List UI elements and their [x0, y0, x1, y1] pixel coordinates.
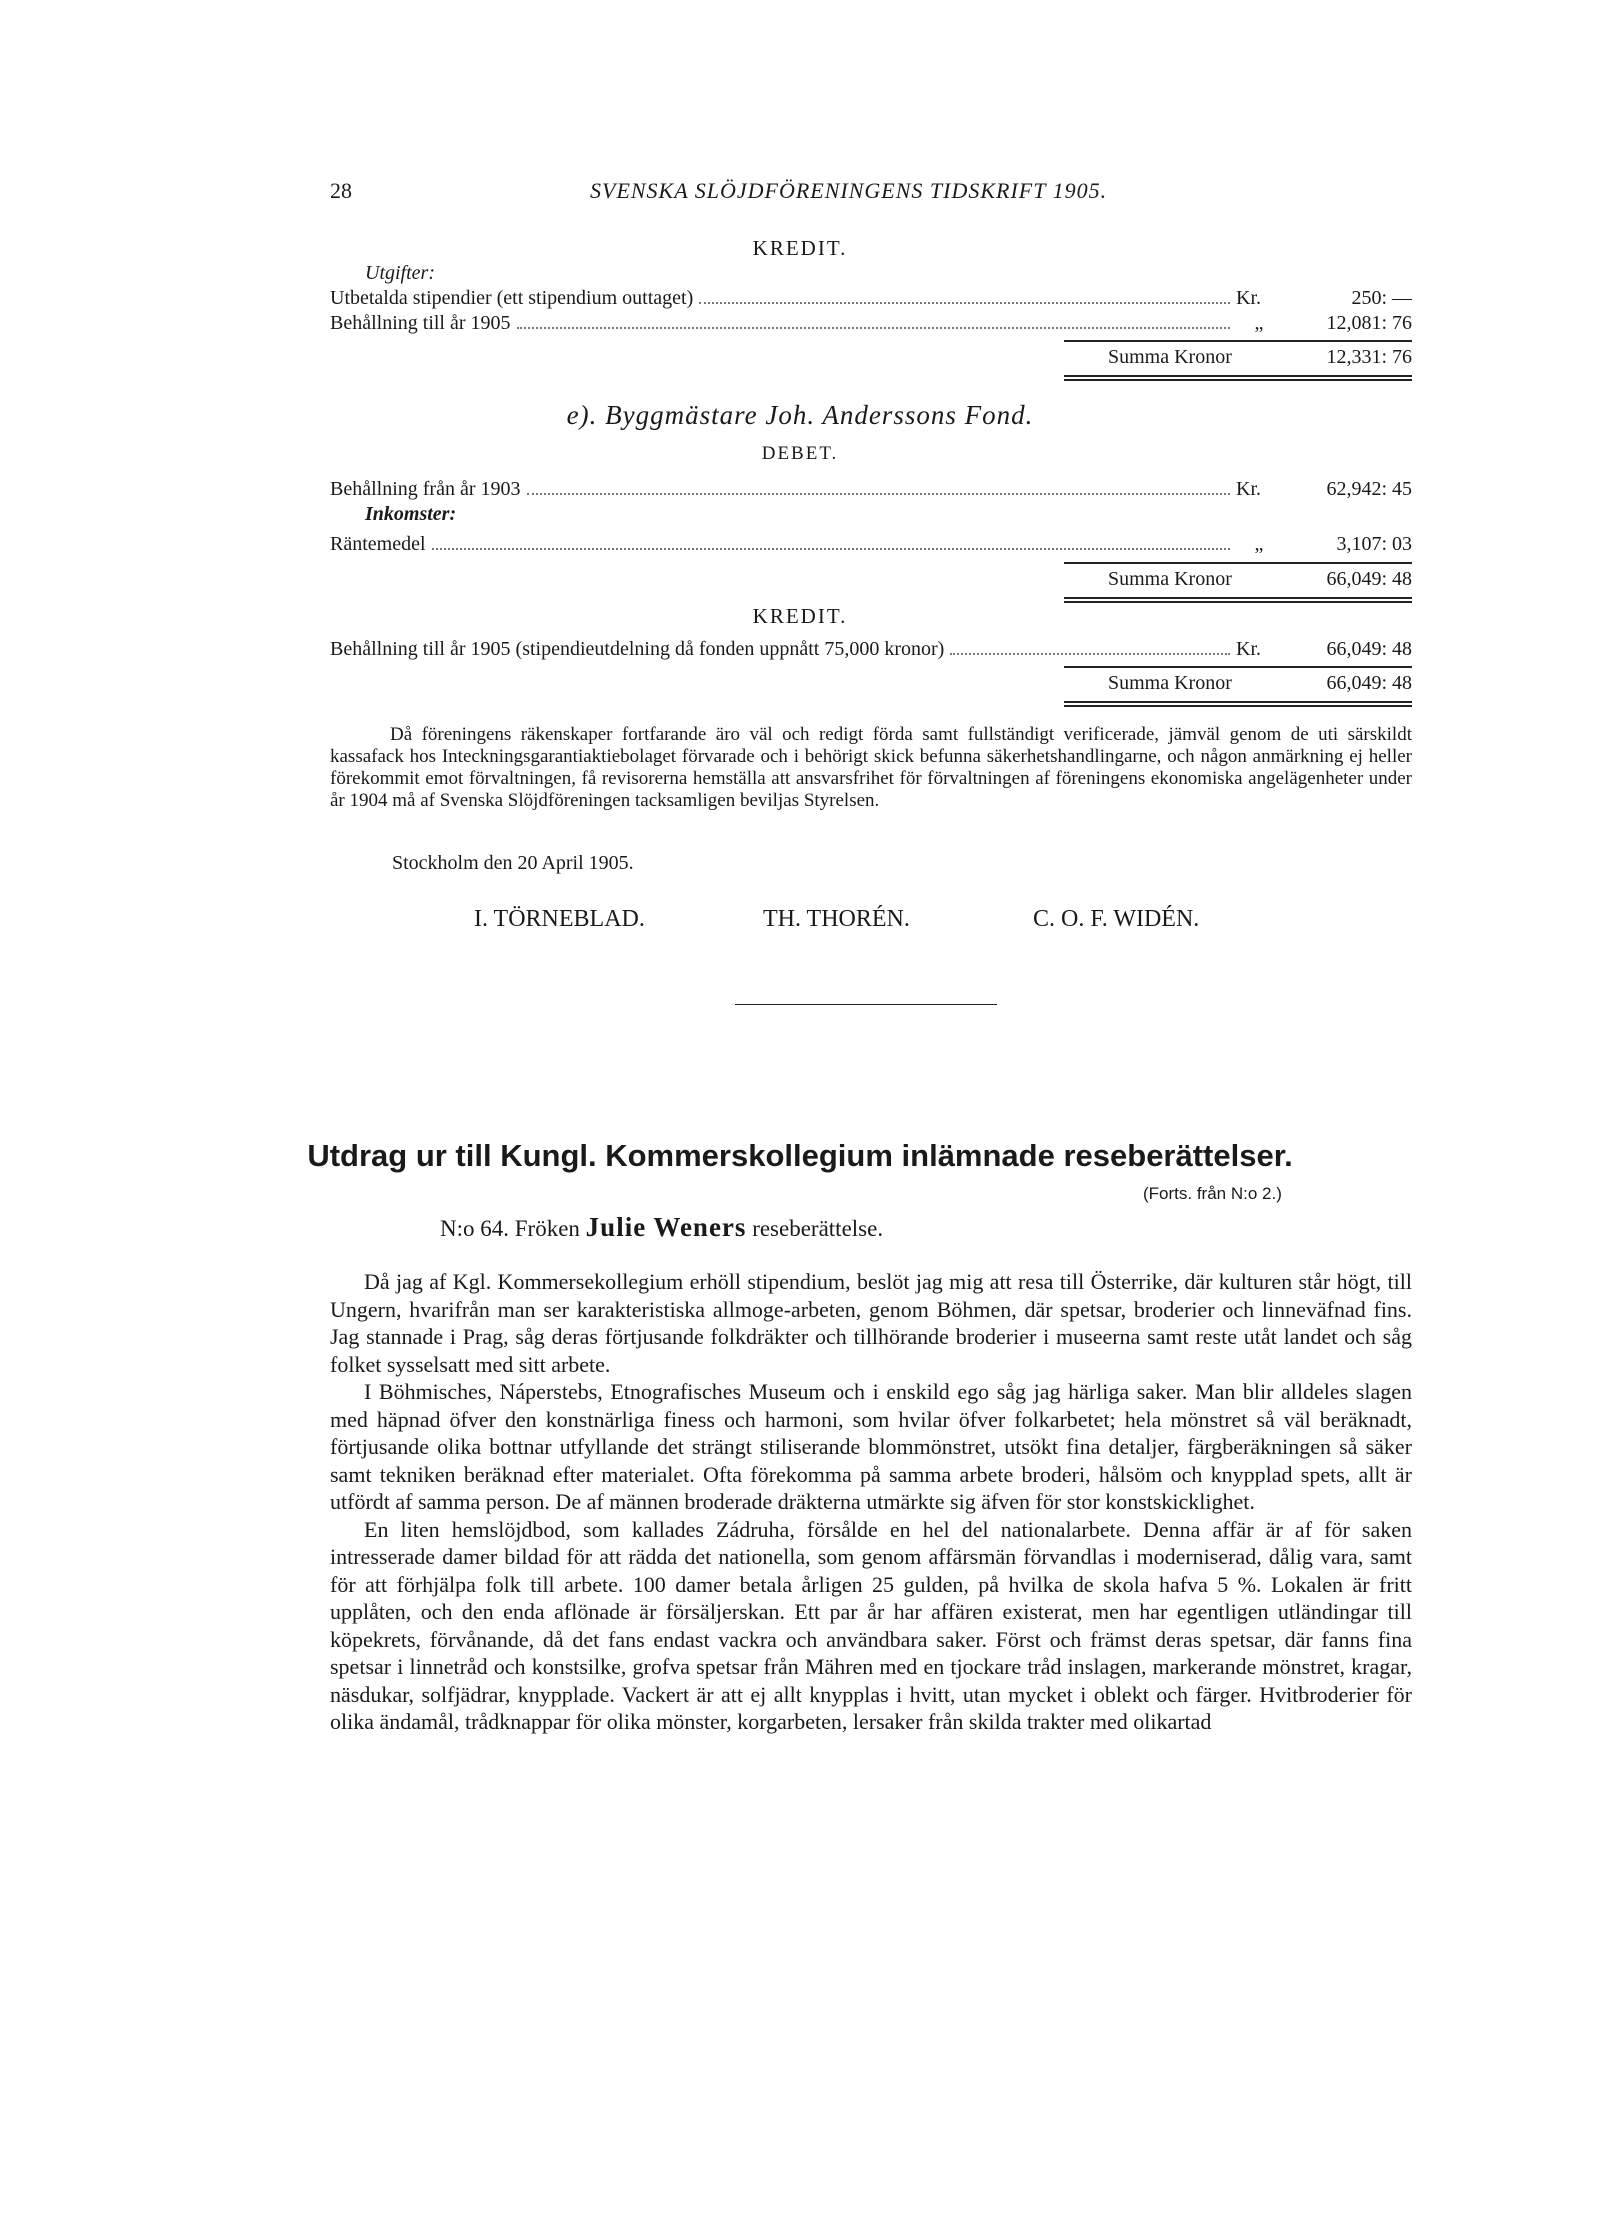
ledger-row [330, 478, 1412, 501]
continuation-note: (Forts. från N:o 2.) [1143, 1184, 1282, 1203]
sum-amount: 66,049: 48 [1326, 672, 1412, 694]
leader-dots [699, 302, 1230, 304]
place-date: Stockholm den 20 April 1905. [392, 852, 634, 874]
ledger-row [330, 533, 1412, 556]
byline-suffix: reseberättelse. [752, 1216, 884, 1241]
row-currency: Kr. [1236, 638, 1261, 660]
leader-dots [432, 548, 1230, 550]
article-byline [440, 1212, 883, 1243]
row-label: Räntemedel [330, 533, 426, 555]
article-headline: Utdrag ur till Kungl. Kommerskollegium inlämnade reseberättelser. [307, 1138, 1293, 1173]
section-divider [735, 1004, 997, 1005]
row-label: Behållning till år 1905 [330, 312, 511, 334]
signature-2: TH. THORÉN. [763, 906, 910, 932]
row-amount: 62,942: 45 [1326, 478, 1412, 500]
byline-prefix: N:o 64. Fröken [440, 1216, 580, 1241]
byline-name: Julie Weners [585, 1212, 747, 1242]
double-rule [1064, 597, 1412, 599]
sum-rule [1064, 666, 1412, 668]
ledger-row [330, 312, 1412, 335]
row-label: Utbetalda stipendier (ett stipendium outtaget) [330, 287, 694, 309]
row-amount: 12,081: 76 [1326, 312, 1412, 334]
page-number: 28 [330, 178, 352, 203]
row-amount: 250: — [1351, 287, 1412, 309]
row-amount: 66,049: 48 [1326, 638, 1412, 660]
row-label: Behållning från år 1903 [330, 478, 521, 500]
sum-amount: 66,049: 48 [1326, 568, 1412, 590]
signature-1: I. TÖRNEBLAD. [474, 906, 645, 932]
kredit-heading-2: KREDIT. [752, 604, 848, 628]
row-currency: „ [1254, 312, 1264, 334]
double-rule [1064, 379, 1412, 381]
fund-title: e). Byggmästare Joh. Anderssons Fond. [566, 400, 1034, 430]
leader-dots [950, 653, 1230, 655]
audit-paragraph: Då föreningens räkenskaper fortfarande äro väl och redigt förda samt fullständigt verificerade, jämväl genom de uti särskildt kassafack hos Inteckningsgarantiaktiebolaget förvarade och i behörigt skick befunna säkerhetshandlingarne, och någon anmärkning ej heller förekommit emot förvaltningen, få revisorerna hemställa att ansvarsfrihet för förvaltningen af föreningens ekonomiska angelägenheter under år 1904 må af Svenska Slöjdföreningen tacksamligen beviljas Styrelsen. [330, 724, 1412, 811]
row-currency: „ [1254, 533, 1264, 555]
double-rule [1064, 601, 1412, 603]
paragraph: En liten hemslöjdbod, som kallades Zádruha, försålde en hel del nationalarbete. Denna affär är af för saken intresserade damer bildad för att rädda det nationella, som genom affärsmän förvandlas i moderniserad, dålig vara, samt för att förhjälpa folk till arbete. 100 damer betala årligen 25 gulden, på hvilka de skola hafva 5 %. Lokalen är fritt upplåten, och den enda aflönade är försäljerskan. Ett par år har affären existerat, men har egentligen utländingar till köpekrets, förvånande, då det fans endast vackra och användbara saker. Först och främst deras spetsar, där fanns fina spetsar i linnetråd och konstsilke, grofva spetsar från Mähren med en tjockare tråd inslagen, markerande mönstret, kragar, näsdukar, solfjädrar, knypplade. Vackert är att ej allt knypplas i hvitt, utan mycket i oblekt och färger. Hvitbroderier för olika ändamål, trådknappar för olika mönster, korgarbeten, lersaker från skilda trakter med olikartad [330, 1516, 1412, 1734]
article-body [330, 1268, 1412, 1736]
double-rule [1064, 705, 1412, 707]
utgifter-subheading: Utgifter: [365, 262, 435, 284]
ledger-row [330, 287, 1412, 310]
kredit-heading-1: KREDIT. [752, 236, 848, 260]
sum-row [1108, 568, 1412, 591]
double-rule [1064, 375, 1412, 377]
journal-title: SVENSKA SLÖJDFÖRENINGENS TIDSKRIFT 1905. [590, 178, 1108, 203]
row-currency: Kr. [1236, 478, 1261, 500]
leader-dots [527, 493, 1231, 495]
sum-rule [1064, 562, 1412, 564]
paragraph: Då jag af Kgl. Kommersekollegium erhöll stipendium, beslöt jag mig att resa till Österrike, där kulturen står högt, till Ungern, hvarifrån man ser karakteristiska allmoge-arbeten, genom Böhmen, där spetsar, broderier och linneväfnad fins. Jag stannade i Prag, såg deras förtjusande folkdräkter och tillhörande broderier i museerna samt reste utåt landet och såg folket sysselsatt med sitt arbete. [330, 1269, 1412, 1377]
sum-row [1108, 346, 1412, 369]
ledger-row [330, 638, 1412, 661]
sum-row [1108, 672, 1412, 695]
double-rule [1064, 701, 1412, 703]
paragraph: I Böhmisches, Náperstebs, Etnografisches Museum och i enskild ego såg jag härliga saker. Man blir alldeles slagen med häpnad öfver den konstnärliga finess och harmoni, som hvilar öfver folkarbetet; hela mönstret så väl beräknadt, förtjusande olika bottnar utfyllande det strängt stiliserande blommönstret, utsökt fina detaljer, färgberäkningen så säker samt tekniken beräknad efter materialet. Ofta förekomma på samma arbete broderi, hålsöm och knypplad spets, allt är utfördt af samma person. De af männen broderade dräkterna utmärkte sig äfven för stor konstskicklighet. [330, 1379, 1412, 1514]
debet-heading: DEBET. [761, 443, 839, 464]
sum-rule [1064, 340, 1412, 342]
sum-label: Summa Kronor [1108, 568, 1232, 590]
sum-amount: 12,331: 76 [1326, 346, 1412, 368]
sum-label: Summa Kronor [1108, 672, 1232, 694]
inkomster-subheading: Inkomster: [365, 503, 457, 525]
sum-label: Summa Kronor [1108, 346, 1232, 368]
row-label: Behållning till år 1905 (stipendieutdelning då fonden uppnått 75,000 kronor) [330, 638, 945, 660]
row-currency: Kr. [1236, 287, 1261, 309]
row-amount: 3,107: 03 [1336, 533, 1412, 555]
signature-3: C. O. F. WIDÉN. [1033, 906, 1200, 932]
leader-dots [517, 327, 1230, 329]
